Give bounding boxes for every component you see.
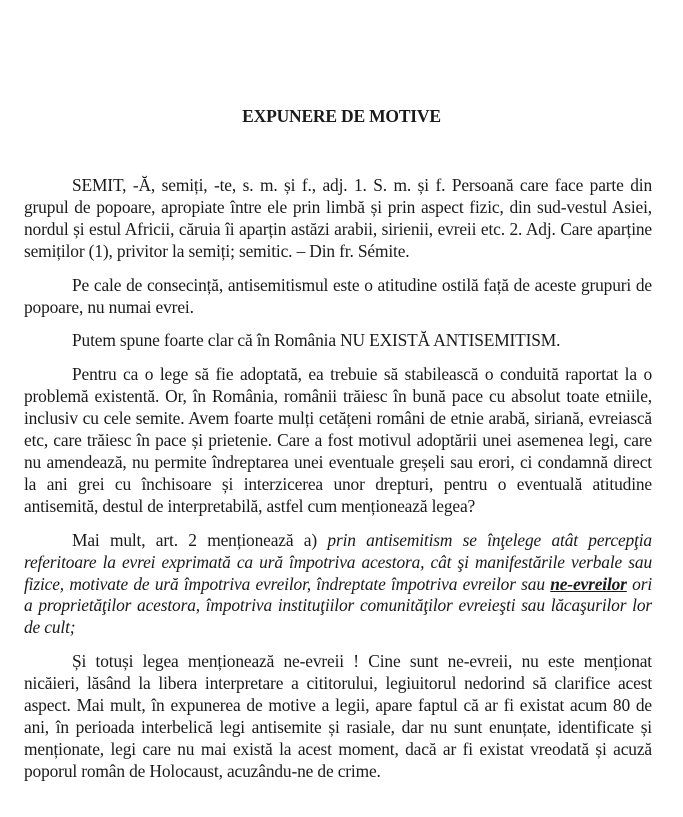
article-quote-1: prin antisemitism se înţelege atât percepţia referitoare la evrei exprimată ca ură împotriva acestora, cât şi manifestările verbale sau fizice, motivate de ură împotriva evreilor, îndreptate împotriva evreilor sau bbox=[24, 529, 652, 594]
paragraph-consequence: Pe cale de consecință, antisemitismul este o atitudine ostilă față de aceste grupuri de popoare, nu numai evrei. bbox=[24, 274, 652, 317]
paragraph-ne-evreii: Și totuși legea menționează ne-evreii ! Cine sunt ne-evreii, nu este menționat nicăieri, lăsând la libera interpretare a cititorului, legiuitorul nedorind să clarifice acest aspect. Mai mult, în expunerea de motive a legii, apare faptul că ar fi existat acum 80 de ani, în perioada interbelică legi antisemite și rasiale, dar nu sunt enunțate, identificate și menționate, legi care nu mai există la acest moment, dacă ar fi existat vreodată și acuză poporul român de Holocaust, acuzându-ne de crime. bbox=[24, 651, 652, 781]
article-lead: Mai mult, art. 2 menționează a) bbox=[72, 529, 328, 550]
paragraph-definition: SEMIT, -Ă, semiți, -te, s. m. și f., adj. 1. S. m. și f. Persoană care face parte din grupul de popoare, apropiate între ele prin limbă și prin aspect fizic, din sud-vestul Asiei, nordul și estul Africii, căruia îi aparțin astăzi arabii, sirienii, evreii etc. 2. Adj. Care aparține semiților (1), privitor la semiți; semitic. – Din fr. Sémite. bbox=[24, 175, 652, 261]
paragraph-statement: Putem spune foarte clar că în România NU EXISTĂ ANTISEMITISM. bbox=[72, 330, 561, 351]
ne-evreilor-emphasis: ne-evreilor bbox=[550, 573, 627, 594]
document-body bbox=[24, 175, 652, 795]
paragraph-article-2 bbox=[24, 530, 652, 640]
article-quote-2: ori a proprietăţilor acestora, împotriva instituţiilor comunităţilor evreieşti sau lăcaşurilor lor de cult; bbox=[24, 573, 652, 638]
page-title: EXPUNERE DE MOTIVE bbox=[242, 106, 441, 126]
paragraph-law-purpose: Pentru ca o lege să fie adoptată, ea trebuie să stabilească o conduită raportat la o problemă existentă. Or, în România, românii trăiesc în bună pace cu absolut toate etniile, inclusiv cu cele semite. Avem foarte mulți cetățeni români de etnie arabă, siriană, evreiască etc, care trăiesc în pace și prietenie. Care a fost motivul adoptării unei asemenea legi, care nu amendează, nu permite îndreptarea unei eventuale greșeli sau erori, ci condamnă direct la ani grei cu închisoare și interzicerea unor drepturi, pentru o eventuală atitudine antisemită, destul de interpretabilă, astfel cum menționează legea? bbox=[24, 364, 652, 516]
